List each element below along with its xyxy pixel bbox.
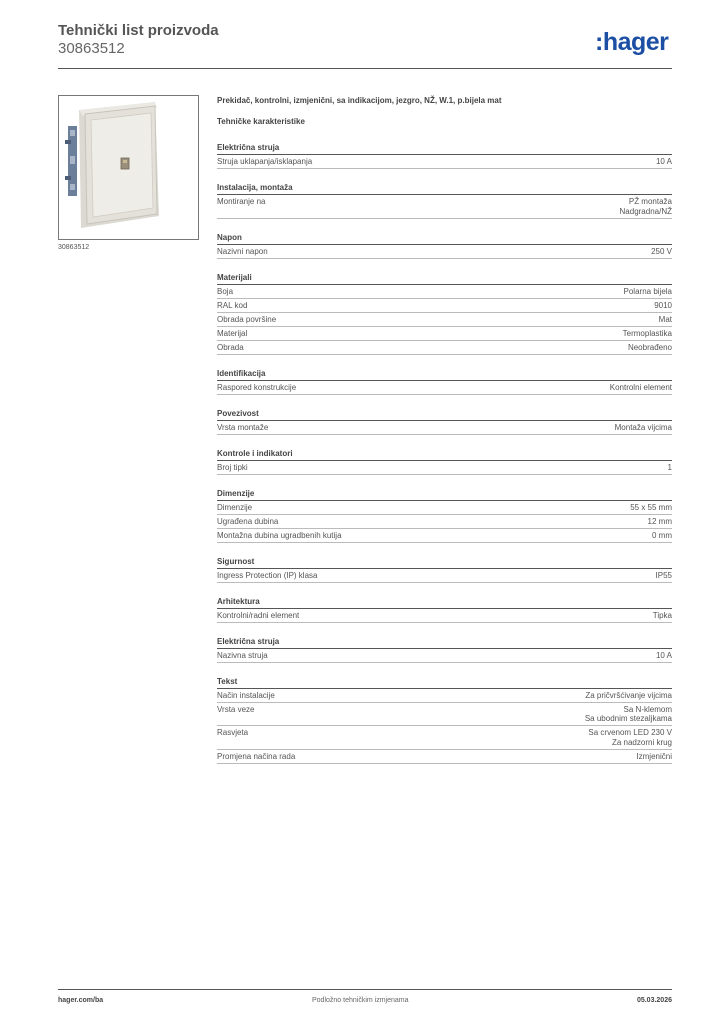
spec-row: [217, 703, 672, 727]
header-divider: [58, 68, 672, 69]
spec-label: Promjena načina rada: [217, 751, 296, 761]
section-title: Dimenzije: [217, 488, 672, 501]
spec-value: 9010: [654, 300, 672, 310]
section-gap: [217, 475, 672, 488]
spec-label: Način instalacije: [217, 690, 275, 700]
spec-value: 1: [667, 462, 672, 472]
spec-value: 10 A: [655, 650, 672, 660]
spec-value: Polarna bijela: [623, 286, 672, 296]
section-title: Identifikacija: [217, 368, 672, 381]
spec-row: [217, 313, 672, 327]
spec-row: [217, 609, 672, 623]
spec-row: [217, 750, 672, 764]
spec-label: Kontrolni/radni element: [217, 610, 300, 620]
spec-value: Za pričvršćivanje vijcima: [585, 690, 672, 700]
page-title: Tehnički list proizvoda: [58, 22, 219, 39]
spec-value: Sa N-klemom Sa ubodnim stezaljkama: [584, 704, 672, 723]
spec-label: Dimenzije: [217, 502, 253, 512]
spec-row: [217, 689, 672, 703]
spec-label: Montiranje na: [217, 197, 266, 206]
switch-illustration: [59, 96, 198, 239]
spec-label: Rasvjeta: [217, 728, 249, 737]
spec-label: Ugrađena dubina: [217, 516, 279, 526]
footer-website[interactable]: hager.com/ba: [58, 997, 104, 1004]
section-gap: [217, 435, 672, 448]
spec-label: Obrada: [217, 342, 244, 352]
spec-row: [217, 569, 672, 583]
product-title: Prekidač, kontrolni, izmjenični, sa indikacijom, jezgro, NŽ, W.1, p.bijela mat: [217, 96, 502, 105]
product-image: [58, 95, 199, 240]
spec-heading: Tehničke karakteristike: [217, 117, 305, 126]
spec-label: Broj tipki: [217, 462, 248, 472]
spec-label: Boja: [217, 286, 234, 296]
spec-value: PŽ montaža Nadgradna/NŽ: [619, 197, 672, 216]
section-title: Električna struja: [217, 142, 672, 155]
spec-row: [217, 245, 672, 259]
section-gap: [217, 395, 672, 408]
spec-row: [217, 515, 672, 529]
spec-label: Ingress Protection (IP) klasa: [217, 570, 318, 580]
spec-value: Neobrađeno: [627, 342, 672, 352]
spec-value: Sa crvenom LED 230 V Za nadzorni krug: [588, 728, 672, 747]
spec-value: Tipka: [652, 610, 672, 620]
section-title: Napon: [217, 232, 672, 245]
spec-label: Obrada površine: [217, 314, 277, 324]
spec-label: Montažna dubina ugradbenih kutija: [217, 530, 342, 540]
spec-row: [217, 421, 672, 435]
spec-value: 12 mm: [647, 516, 672, 526]
spec-label: Vrsta veze: [217, 704, 255, 714]
spec-value: Montaža vijcima: [614, 422, 672, 432]
spec-value: Mat: [658, 314, 672, 324]
spec-label: Nazivna struja: [217, 650, 268, 660]
spec-row: [217, 461, 672, 475]
spec-row: [217, 341, 672, 355]
section-gap: [217, 663, 672, 676]
spec-row: [217, 195, 672, 219]
spec-row: [217, 381, 672, 395]
spec-label: Nazivni napon: [217, 246, 268, 256]
spec-value: Izmjenični: [636, 751, 672, 761]
section-gap: [217, 355, 672, 368]
spec-row: [217, 155, 672, 169]
spec-label: RAL kod: [217, 300, 248, 310]
section-gap: [217, 623, 672, 636]
section-title: Tekst: [217, 676, 672, 689]
spec-row: [217, 501, 672, 515]
footer-date: 05.03.2026: [636, 997, 672, 1004]
section-gap: [217, 259, 672, 272]
section-gap: [217, 169, 672, 182]
section-title: Arhitektura: [217, 596, 672, 609]
spec-label: Struja uklapanja/isklapanja: [217, 157, 313, 166]
spec-row: [217, 285, 672, 299]
spec-label: Raspored konstrukcije: [217, 382, 297, 392]
spec-sections: [217, 142, 672, 764]
spec-value: IP55: [655, 570, 672, 580]
section-title: Električna struja: [217, 636, 672, 649]
spec-value: Kontrolni element: [609, 382, 672, 392]
section-gap: [217, 219, 672, 232]
spec-label: Materijal: [217, 328, 248, 338]
spec-label: Vrsta montaže: [217, 422, 269, 432]
spec-value: Termoplastika: [622, 328, 672, 338]
section-title: Instalacija, montaža: [217, 182, 672, 195]
spec-value: 0 mm: [652, 530, 672, 540]
footer-divider: [58, 989, 672, 990]
spec-row: [217, 327, 672, 341]
spec-value: 10 A: [655, 157, 672, 166]
section-gap: [217, 583, 672, 596]
footer-note: Podložno tehničkim izmjenama: [312, 997, 409, 1004]
section-title: Povezivost: [217, 408, 672, 421]
spec-value: 55 x 55 mm: [630, 502, 672, 512]
product-code: 30863512: [58, 40, 125, 57]
spec-row: [217, 529, 672, 543]
section-title: Kontrole i indikatori: [217, 448, 672, 461]
section-title: Sigurnost: [217, 556, 672, 569]
section-title: Materijali: [217, 272, 672, 285]
section-gap: [217, 543, 672, 556]
image-caption: 30863512: [58, 244, 90, 251]
spec-value: 250 V: [651, 246, 672, 256]
spec-row: [217, 299, 672, 313]
hager-logo: :hager: [595, 28, 669, 56]
spec-content: [217, 95, 672, 764]
logo-text: hager: [602, 28, 669, 56]
spec-row: [217, 726, 672, 750]
spec-row: [217, 649, 672, 663]
